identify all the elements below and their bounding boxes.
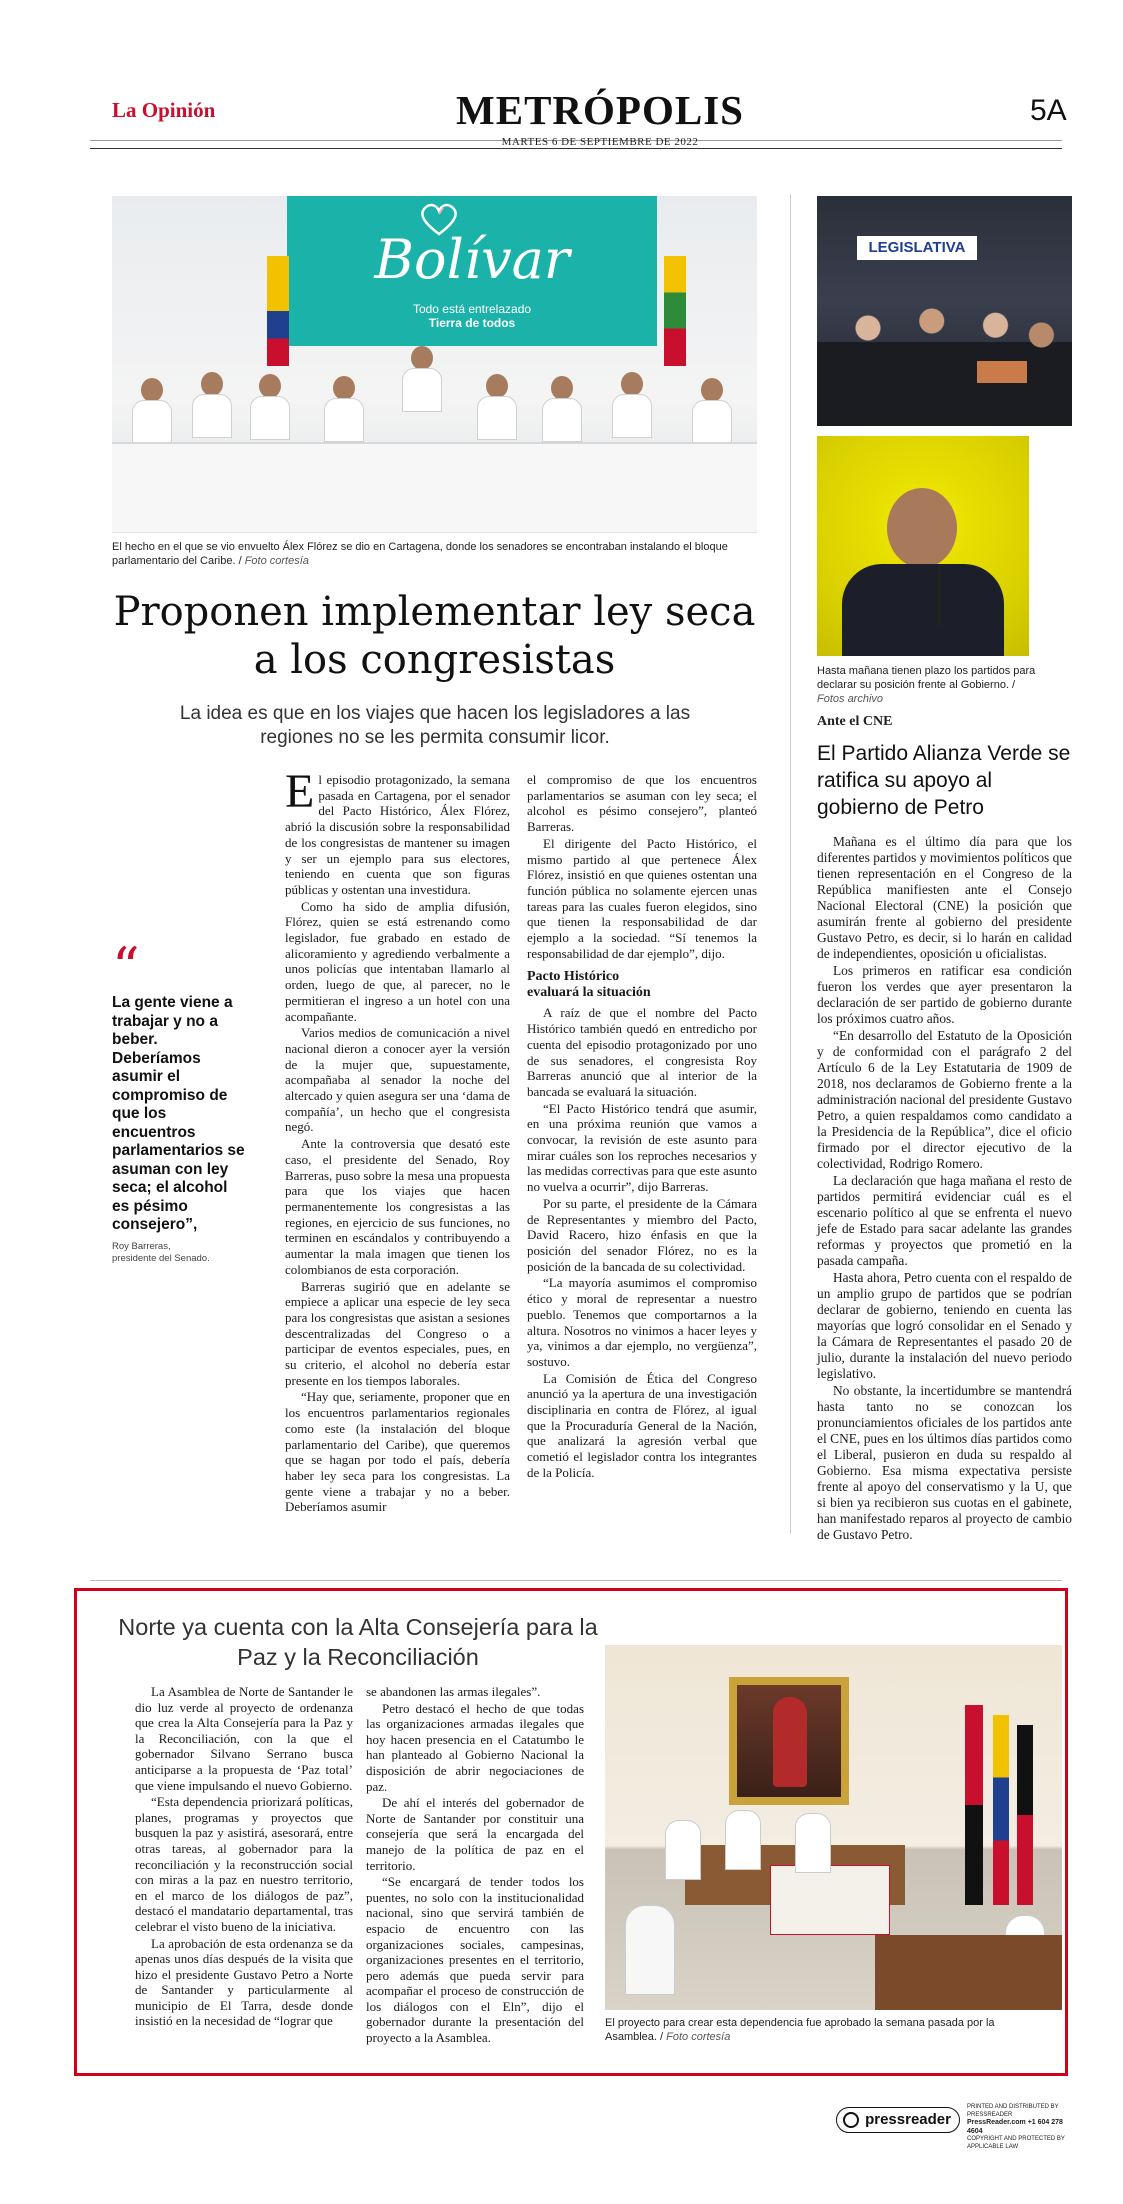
head-table <box>112 442 757 532</box>
bottom-column-1 <box>135 1684 353 2030</box>
main-column-2 <box>527 772 757 1482</box>
paragraph: Petro destacó el hecho de que todas las organizaciones armadas ilegales que hoy hacen presencia en el Catatumbo le han planteado al Gobierno Nacional la disposición de abrir negociaciones de paz. <box>366 1700 584 1794</box>
pullquote-author-role: presidente del Senado. <box>112 1252 210 1264</box>
scarf <box>977 361 1027 383</box>
paragraph: se abandonen las armas ilegales”. <box>366 1684 541 1699</box>
portrait-body <box>842 564 1004 656</box>
subhead-line-1: Pacto Histórico <box>527 969 620 985</box>
paragraph: “Hay que, seriamente, proponer que en los encuentros parlamentarios regionales como este (la instalación del bloque parlamentario del Caribe), que queremos que se hagan por todo el país, debería haber ley seca para los congresistas. La gente viene a trabajar y no a beber. Deberíamos asumir <box>285 1389 510 1515</box>
paragraph: Hasta ahora, Petro cuenta con el respaldo de un amplio grupo de partidos que se podrían declarar de gobierno, teniendo en cuenta las mayorías que logró consolidar en el Senado y la Cámara de Representantes el pasado 20 de julio, durante la instalación del nuevo periodo legislativo. <box>817 1270 1072 1381</box>
bottom-photo <box>605 1645 1062 2010</box>
caption-credit: Foto cortesía <box>244 555 309 567</box>
paragraph: Como ha sido de amplia difusión, Flórez, quien se está estrenando como legislador, fue grabado en estado de alicoramiento y agrediendo verbalmente a unos policías que intentaban llamarlo al orden, luego de que, al parecer, no le permitieran el ingreso a un hotel con una acompañante. <box>285 898 510 1024</box>
page-number: 5A <box>1030 94 1067 127</box>
pullquote <box>112 936 247 1265</box>
caption-credit: Foto cortesía <box>666 2031 731 2043</box>
subhead <box>527 969 757 1001</box>
person <box>795 1813 831 1873</box>
flag-right <box>664 256 686 366</box>
paragraph: Mañana es el último día para que los diferentes partidos y movimientos políticos que tienen representación en el Congreso de la República manifiesten ante el Consejo Nacional Electoral (CNE) la posición que asumirán frente al gobierno del presidente Gustavo Petro, es decir, si lo harán en calidad de independientes, oposición u oficialistas. <box>817 834 1072 961</box>
person <box>542 376 582 438</box>
flag-left <box>267 256 289 366</box>
paragraph <box>285 765 510 898</box>
side-kicker: Ante el CNE <box>817 714 893 729</box>
masthead-brand: La Opinión <box>112 98 216 122</box>
paragraph: La Comisión de Ética del Congreso anunció ya la apertura de una investigación disciplinaria en contra de Flórez, al igual que la Procuraduría General de la Nación, que analizará la agresión verbal que cometió el legislador contra los integrantes de la Policía. <box>527 1370 757 1480</box>
paragraph: Los primeros en ratificar esa condición fueron los verdes que ayer presentaron la declaración de ser partido de gobierno durante los próximos cuatro años. <box>817 963 1072 1026</box>
person <box>665 1820 701 1880</box>
banner-subtitle-line-2: Tierra de todos <box>428 316 516 330</box>
pressreader-logo[interactable] <box>836 2107 960 2133</box>
paragraph: “La mayoría asumimos el compromiso ético y moral de representar a nuestro pueblo. Tenemos que comportarnos a la altura. Nosotros no vinimos a hacer leyes y ya, vinimos a dar ejemplo, no vergüenza”, sostuvo. <box>527 1275 757 1369</box>
flag-group <box>993 1715 1009 1905</box>
portrait-head <box>887 488 957 568</box>
pullquote-author <box>112 1241 247 1265</box>
main-deck: La idea es que en los viajes que hacen los legisladores a las regiones no se les permita consumir licor. <box>179 703 691 748</box>
caption-text: El hecho en el que se vio envuelto Álex Flórez se dio en Cartagena, donde los senadores se encontraban instalando el bloque parlamentario del Caribe. / <box>112 541 728 567</box>
column-divider <box>790 194 791 1534</box>
person <box>692 378 732 440</box>
caption-text: El proyecto para crear esta dependencia fue aprobado la semana pasada por la Asamblea. / <box>605 2017 995 2043</box>
paragraph: “El Pacto Histórico tendrá que asumir, en una próxima reunión que vamos a convocar, la revisión de este asunto para mirar cuáles son los reproches necesarios y las medidas correctivas para que este asunto no vuelva a ocurrir”, dijo Barreras. <box>527 1100 757 1195</box>
pressreader-icon <box>843 2112 859 2128</box>
paragraph: Varios medios de comunicación a nivel nacional dieron a conocer ayer la versión de la mujer que, supuestamente, acompañaba al senador la noche del altercado y quien asegura ser una ‘dama de compañía’, un hecho que el congresista negó. <box>285 1025 510 1135</box>
banner-title: Bolívar <box>374 228 570 291</box>
banner-subtitle-line-1: Todo está entrelazado <box>412 302 532 316</box>
paragraph: No obstante, la incertidumbre se mantendrá hasta tanto no se conozcan los pronunciamientos oficiales de los partidos ante el CNE, pues en los últimos días partidos como el Liberal, pusieron en duda su respaldo al Gobierno. Esa misma expectativa persiste frente al apoyo del conservatismo y la U, que si bien ya recibieron sus cuotas en el gabinete, han manifestado reparos al proyecto de cambio de Gustavo Petro. <box>817 1383 1072 1542</box>
side-headline: El Partido Alianza Verde se ratifica su apoyo al gobierno de Petro <box>817 742 1071 819</box>
side-photo-1 <box>817 196 1072 426</box>
painting-figure <box>773 1697 807 1787</box>
quote-mark-icon: “ <box>112 936 140 999</box>
paragraph: La aprobación de esta ordenanza se da apenas unos días después de la visita que hizo el presidente Gustavo Petro a Norte de Santander y particularmente al municipio de El Tarra, desde donde insistió en la necesidad de “lograr que <box>135 1935 353 2029</box>
person <box>725 1810 761 1870</box>
notice-line-2: PressReader.com +1 604 278 4604 <box>967 2119 1063 2135</box>
bottom-photo-caption <box>605 2016 1045 2044</box>
pullquote-author-name: Roy Barreras, <box>112 1240 171 1252</box>
bottom-headline: Norte ya cuenta con la Alta Consejería para la Paz y la Reconciliación <box>118 1614 598 1670</box>
main-column-1 <box>285 765 510 1516</box>
paragraph: Ante la controversia que desató este caso, el presidente del Senado, Roy Barreras, puso sobre la mesa una propuesta para que los viajes que hacen permanentemente los congresistas a las regiones, en ejercicio de sus funciones, no terminen en escándalos y contribuyendo a aumentar la mala imagen que tienen los colombianos de esta corporación. <box>285 1136 510 1277</box>
person <box>250 374 290 436</box>
subhead-line-2: evaluará la situación <box>527 985 651 1001</box>
person <box>402 346 442 408</box>
person <box>477 374 517 436</box>
banner-subtitle <box>287 302 657 330</box>
paragraph: La Asamblea de Norte de Santander le dio luz verde al proyecto de ordenanza que crea la Alta Consejería para la Paz y la Reconciliación, con la que el gobernador Silvano Serrano busca anticiparse a la propuesta de ‘Paz total’ que viene impulsando el nuevo Gobierno. <box>135 1684 353 1793</box>
desk <box>875 1935 1062 2010</box>
masthead-section: METRÓPOLIS <box>456 87 744 133</box>
section-divider <box>90 1580 1062 1581</box>
paragraph: “Se encargará de tender todos los puentes, no solo con la institucionalidad nacional, sino que servirá también de espacio de encuentro con las organizaciones sociales, campesinas, organizaciones presentes en el territorio, pero además que pueda servir para acompañar el proceso de construcción de los diálogos con el Eln”, dijo el gobernador durante la presentación del proyecto a la Asamblea. <box>366 1874 584 2046</box>
main-headline: Proponen implementar ley seca a los congresistas <box>113 589 756 683</box>
paragraph: De ahí el interés del gobernador de Norte de Santander por constituir una consejería que será la encargada del manejo de la política de paz en el territorio. <box>366 1795 584 1873</box>
paragraph: La declaración que haga mañana el resto de partidos permitirá evidenciar cuál es el escenario político al que se enfrenta el nuevo jefe de Estado para sacar adelante las grandes reformas y proyectos que prometió en la pasada campaña. <box>817 1173 1072 1268</box>
main-photo-caption <box>112 540 757 568</box>
dropcap: E <box>285 765 315 818</box>
paragraph: A raíz de que el nombre del Pacto Histórico también quedó en entredicho por cuenta del episodio protagonizado por uno de sus senadores, el congresista Roy Barreras anunció que al interior de la bancada se evaluará la situación. <box>527 1005 757 1099</box>
main-photo <box>112 196 757 533</box>
notice-line-1: PRINTED AND DISTRIBUTED BY PRESSREADER <box>967 2104 1059 2118</box>
pullquote-text: La gente viene a trabajar y no a beber. Deberíamos asumir el compromiso de que los encuentros parlamentarios se asuman con ley seca; el alcohol es pésimo consejero”, <box>112 994 245 1233</box>
paragraph: “En desarrollo del Estatuto de la Oposición y de conformidad con el parágrafo 2 del Artículo 6 de la Ley Estatutaria de 1909 de 2018, nos declaramos de Gobierno frente a la administración nacional del presidente Gustavo Petro, a quien respaldamos como candidato a la Presidencia de la República”, dice el oficio firmado por el director ejecutivo de la colectividad, Rodrigo Romero. <box>817 1028 1072 1171</box>
person <box>132 378 172 440</box>
notice-line-3: COPYRIGHT AND PROTECTED BY APPLICABLE LAW <box>967 2136 1065 2150</box>
paragraph: Barreras sugirió que en adelante se empiece a aplicar una especie de ley seca para los congresistas que asistan a sesiones descentralizadas del Congreso o a participar de eventos especiales, pues, en su criterio, el alcohol no debería estar presente en los tiempos laborales. <box>285 1278 510 1388</box>
caption-text: Hasta mañana tienen plazo los partidos para declarar su posición frente al Gobierno. / <box>817 665 1036 691</box>
legislativa-banner: LEGISLATIVA <box>857 236 977 260</box>
banner-cloth <box>770 1865 890 1935</box>
flag-group <box>1017 1725 1033 1905</box>
person <box>625 1905 675 1995</box>
person <box>612 372 652 434</box>
side-column <box>817 834 1072 1544</box>
masthead-date: MARTES 6 DE SEPTIEMBRE DE 2022 <box>501 136 699 148</box>
paragraph: “Esta dependencia priorizará políticas, planes, programas y proyectos que busquen la paz y asistirá, asesorará, entre otras tareas, al gobernador para la reconciliación y la reconstrucción social con miras a la paz en nuestro territorio, en el marco de los diálogos de paz”, destacó el mandatario departamental, tras celebrar el visto bueno de la iniciativa. <box>135 1794 353 1934</box>
paragraph: el compromiso de que los encuentros parlamentarios se asuman con ley seca; el alcohol es pésimo consejero”, planteó Barreras. <box>527 772 757 835</box>
person <box>192 372 232 434</box>
person <box>324 376 364 438</box>
paragraph: Por su parte, el presidente de la Cámara de Representantes y miembro del Pacto, David Racero, hizo énfasis en que la posición del senador Flórez, no es la posición de la bancada de su colectividad. <box>527 1195 757 1274</box>
caption-credit: Fotos archivo <box>817 693 884 705</box>
microphone <box>937 566 941 626</box>
pressreader-logo-text: pressreader <box>865 2111 951 2128</box>
crowd <box>817 286 1072 426</box>
paragraph: El dirigente del Pacto Histórico, el mismo partido al que pertenece Álex Flórez, insistió en que quienes ostentan una función pública no solamente ejercen unas tareas para las cuales fueron elegidos, sino que tienen la responsabilidad de dar ejemplo a la sociedad. “Sí tenemos la responsabilidad de dar ejemplo”, dijo. <box>527 835 757 961</box>
flag-group <box>965 1705 983 1905</box>
masthead-rule <box>90 148 1062 149</box>
paragraph-text: l episodio protagonizado, la semana pasada en Cartagena, por el senador del Pacto Histórico, Álex Flórez, abrió la discusión sobre la responsabilidad de los congresistas de mantener su imagen y ser un ejemplo para sus electores, teniendo en cuenta que son figuras públicas y ostentan una investidura. <box>285 772 510 897</box>
side-photo-caption <box>817 664 1057 706</box>
bottom-column-2 <box>366 1684 584 2047</box>
banner-backdrop <box>287 196 657 346</box>
pressreader-notice <box>967 2104 1067 2151</box>
side-photo-2 <box>817 436 1029 656</box>
